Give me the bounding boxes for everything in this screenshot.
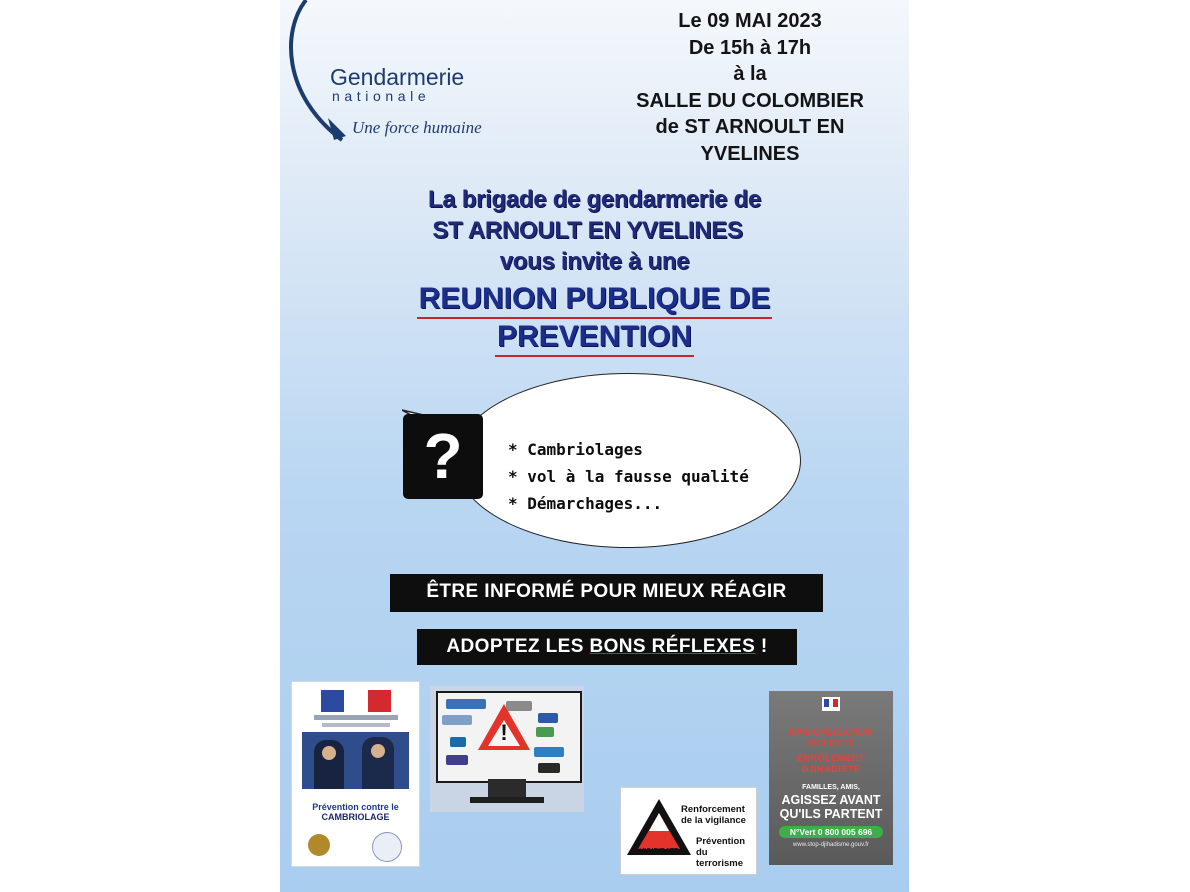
exclamation-icon: ! [500, 720, 508, 745]
radicalisation-line: FAMILLES, AMIS, [802, 784, 860, 791]
reflexes-suffix: ! [755, 636, 768, 657]
topic-item: * Démarchages... [508, 494, 663, 513]
caption-line: CAMBRIOLAGE [321, 812, 390, 822]
reflexes-prefix: ADOPTEZ LES [446, 636, 590, 657]
invitation-line: ST ARNOULT EN YVELINES [432, 217, 743, 244]
gendarmes-photo [302, 732, 409, 789]
hotline-badge: N°Vert 0 800 005 696 [779, 826, 883, 838]
prevention-poster [280, 0, 909, 892]
vigipirate-thumbnail [620, 787, 757, 875]
reflexes-banner [417, 629, 797, 665]
vigipirate-text [696, 836, 756, 869]
burglary-brochure-thumbnail [291, 681, 420, 867]
event-town-line2: YVELINES [700, 142, 800, 165]
vigipirate-label: VIGIPIRATE [639, 848, 679, 855]
headline-line: PREVENTION [495, 319, 694, 357]
radicalisation-url: www.stop-djihadisme.gouv.fr [793, 842, 869, 848]
radicalisation-line: RADICALISATION [789, 727, 873, 737]
republic-logo-icon [822, 697, 840, 711]
radicalisation-thumbnail [769, 691, 893, 865]
event-details [580, 8, 909, 168]
logo-name: Gendarmerie [330, 64, 465, 90]
radicalisation-line: QU'ILS PARTENT [779, 807, 883, 821]
vigipirate-line: Renforcement [681, 804, 745, 815]
ministry-text-bar [314, 715, 398, 720]
logo-motto: Une force humaine [352, 118, 482, 137]
topic-item: * Cambriolages [508, 440, 643, 459]
event-venue: SALLE DU COLOMBIER [636, 89, 864, 112]
vigipirate-line: Prévention [696, 836, 746, 847]
french-flag-icon [321, 690, 391, 712]
event-at: à la [733, 63, 767, 86]
question-mark-icon: ? [403, 414, 483, 499]
badge-icon [372, 832, 402, 862]
logo-subtitle: nationale [332, 88, 431, 104]
inform-banner: ÊTRE INFORMÉ POUR MIEUX RÉAGIR [390, 574, 823, 612]
invitation-line: vous invite à une [499, 248, 690, 275]
ministry-text-bar [322, 723, 390, 727]
monitor-stand [488, 779, 526, 797]
topic-item: * vol à la fausse qualité [508, 467, 749, 486]
vigipirate-text [681, 804, 746, 826]
caption-line: Prévention contre le [312, 802, 399, 812]
radicalisation-line: AGISSEZ AVANT [781, 793, 881, 807]
headline-line: REUNION PUBLIQUE DE [417, 281, 773, 319]
internet-warning-thumbnail [430, 686, 584, 812]
event-town-line1: de ST ARNOULT EN [655, 116, 845, 139]
meeting-headline [280, 281, 909, 357]
seal-icon [308, 834, 330, 856]
brochure-caption [292, 802, 419, 822]
invitation-line: La brigade de gendarmerie de [427, 186, 762, 213]
radicalisation-line: DJIHADISTE [801, 764, 861, 774]
vigipirate-line: de la vigilance [681, 815, 746, 826]
invitation-text [280, 184, 909, 277]
radicalisation-line: VIOLENTE [806, 738, 856, 748]
event-date: Le 09 MAI 2023 [678, 10, 822, 32]
vigipirate-line: du terrorisme [696, 847, 743, 869]
topics-list [508, 436, 749, 517]
radicalisation-line: ENRÔLEMENT [797, 753, 865, 763]
reflexes-emphasis: BONS RÉFLEXES [589, 636, 756, 657]
event-time: De 15h à 17h [688, 36, 812, 59]
monitor-foot [470, 797, 544, 803]
